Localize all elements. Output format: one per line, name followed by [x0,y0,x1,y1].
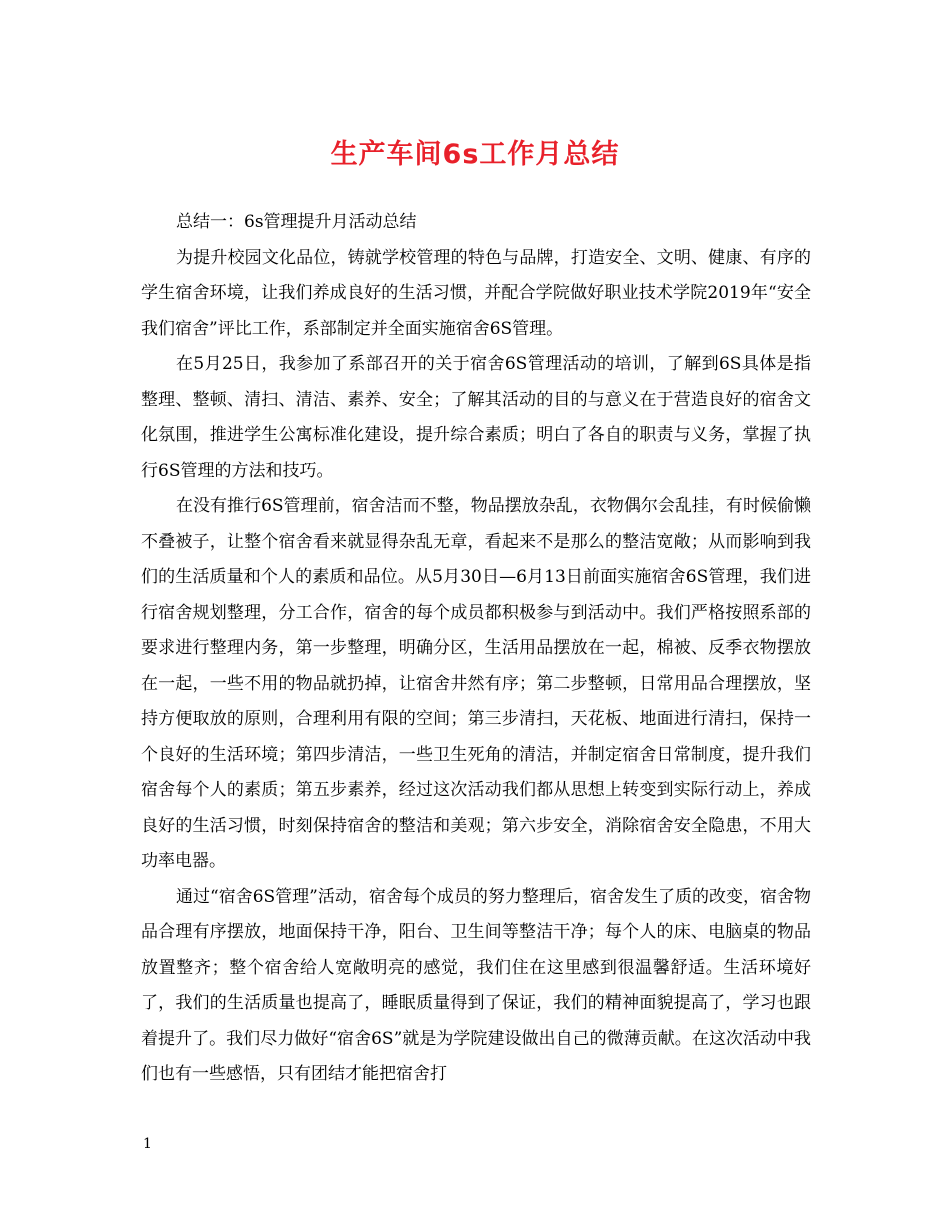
document-title: 生产车间6s工作月总结 [330,139,620,170]
section-subheading: 总结一：6s管理提升月活动总结 [176,212,417,232]
paragraph-implementation: 在没有推行6S管理前，宿舍洁而不整，物品摆放杂乱，衣物偶尔会乱挂，有时候偷懒不叠被子，让整个宿舍看来就显得杂乱无章，看起来不是那么的整洁宽敞；从而影响到我们的生活质量和个人的素质和品位。从5月30日—6月13日前面实施宿舍6S管理，我们进行宿舍规划整理，分工合作，宿舍的每个成员都积极参与到活动中。我们严格按照系部的要求进行整理内务，第一步整理，明确分区，生活用品摆放在一起，棉被、反季衣物摆放在一起，一些不用的物品就扔掉，让宿舍井然有序；第二步整顿，日常用品合理摆放，坚持方便取放的原则，合理利用有限的空间；第三步清扫，天花板、地面进行清扫，保持一个良好的生活环境；第四步清洁，一些卫生死角的清洁，并制定宿舍日常制度，提升我们宿舍每个人的素质；第五步素养，经过这次活动我们都从思想上转变到实际行动上，养成良好的生活习惯，时刻保持宿舍的整洁和美观；第六步安全，消除宿舍安全隐患，不用大功率电器。 [141,496,811,871]
paragraph-intro: 为提升校园文化品位，铸就学校管理的特色与品牌，打造安全、文明、健康、有序的学生宿舍环境，让我们养成良好的生活习惯，并配合学院做好职业技术学院2019年“安全我们宿舍”评比工作，系部制定并全面实施宿舍6S管理。 [141,247,811,339]
page-number: 1 [143,1136,152,1152]
document-body [141,205,811,1093]
paragraph-results: 通过“宿舍6S管理”活动，宿舍每个成员的努力整理后，宿舍发生了质的改变，宿舍物品合理有序摆放，地面保持干净，阳台、卫生间等整洁干净；每个人的床、电脑桌的物品放置整齐；整个宿舍给人宽敞明亮的感觉，我们住在这里感到很温馨舒适。生活环境好了，我们的生活质量也提高了，睡眠质量得到了保证，我们的精神面貌提高了，学习也跟着提升了。我们尽力做好“宿舍6S”就是为学院建设做出自己的微薄贡献。在这次活动中我们也有一些感悟，只有团结才能把宿舍打 [141,886,811,1084]
paragraph-training: 在5月25日，我参加了系部召开的关于宿舍6S管理活动的培训，了解到6S具体是指整理、整顿、清扫、清洁、素养、安全；了解其活动的目的与意义在于营造良好的宿舍文化氛围，推进学生公寓标准化建设，提升综合素质；明白了各自的职责与义务，掌握了执行6S管理的方法和技巧。 [141,354,811,481]
